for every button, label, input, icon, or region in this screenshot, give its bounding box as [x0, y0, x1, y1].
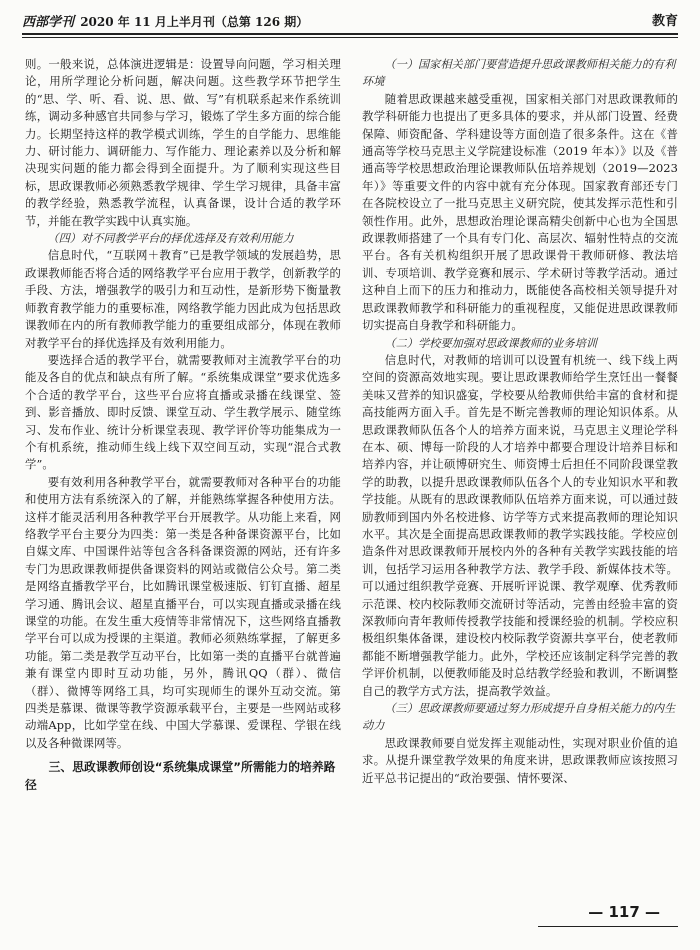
section-label: 教育	[651, 14, 678, 29]
left-paragraph: 则。一般来说，总体演进逻辑是：设置导向问题，学习相关理论，用所学理论分析问题，解决问题。这些教学环节把学生的“思、学、听、看、说、思、做、写”有机联系起来作系统训练，调动多种感官共同参与学习，锻炼了学生多方面的综合能力。长期坚持这样的教学模式训练，学生的自学能力、思维能力、研讨能力、调研能力、写作能力、理论素养以及分析和解决现实问题的能力都会得到全面提升。为了顺利实现这些目标，思政课教师必须熟悉教学规律、学生学习规律，具备丰富的教学经验，熟悉教学流程，认真备课，设计合适的教学环节，并能在教学实践中认真实施。	[25, 57, 341, 228]
right-paragraph: 信息时代，对教师的培训可以设置有机统一、线下线上两空间的资源高效地实现。要让思政课教师给学生烹饪出一餐餐美味又营养的知识盛宴，学校要从给教师供给丰富的食材和提高技能两方面入手。首先是不断完善教师的理论知识体系。从思政课教师队伍各个人的培养方面来说，马克思主义理论学科在本、硕、博每一阶段的人才培养中都要合理设计培养目标和培养内容，并让硕博研究生、师资博士后担任不同阶段课堂教学的助教，以提升思政课教师队伍各个人的专业知识水平和教学技能。从既有的思政课教师队伍培养方面来说，可以通过鼓励教师到国内外名校进修、访学等方式来提高教师的理论知识水平。其次是全面提高思政课教师的教学实践技能。学校应创造条件对思政课教师开展校内外的各种有关教学实践技能的培训，包括学习运用各种教学方法、教学手段、新媒体技术等。可以通过组织教学竞赛、开展听评说课、教学观摩、优秀教师示范课、校内校际教师交流研讨等活动，完善由经验丰富的资深教师向青年教师传授教学技能和授课经验的机制。学校应积极组织集体备课，建设校内校际教学资源共享平台，使老教师都能不断增强教学能力。此外，学校还应该制定科学完善的教学评价机制，以便教师能及时总结教学经验和教训，不断调整自己的教学方式方法，提高教学效益。	[362, 352, 678, 698]
issue-info: 2020 年 11 月上半月刊（总第 126 期）	[80, 15, 309, 29]
right-subheading: （二）学校要加强对思政课教师的业务培训	[384, 336, 597, 350]
journal-issue-line	[22, 11, 308, 30]
right-subheading: （一）国家相关部门要营造提升思政课教师相关能力的有利环境	[362, 58, 676, 89]
left-paragraph: 要有效利用各种教学平台，就需要教师对各种平台的功能和使用方法有系统深入的了解，并能熟练掌握各种使用方法。这样才能灵活利用各种教学平台开展教学。从功能上来看，网络教学平台主要分为四类：第一类是各种备课资源平台，比如自媒文库、中国课件站等包含各科备课资源的网站，还有许多专门为思政课教师提供备课资料的网站或微信公众号。第二类是网络直播教学平台，比如腾讯课堂极速版、钉钉直播、超星学习通、腾讯会议、超星直播平台，可以实现直播或录播在线课堂的功能。在发生重大疫情等非常情况下，这些网络直播教学平台可以成为授课的主渠道。教师必须熟练掌握，了解更多功能。第二类是教学互动平台，比如第一类的直播平台就普遍兼有课堂内即时互动功能，另外，腾讯QQ（群）、微信（群）、微博等网络工具，均可实现师生的课外互动交流。第四类是慕课、微课等教学资源承载平台，主要是一些网站或移动端App，比如学堂在线、中国大学慕课、爱课程、学银在线以及各种微课网等。	[25, 474, 341, 750]
right-subheading: （三）思政课教师要通过努力形成提升自身相关能力的内生动力	[362, 702, 676, 733]
left-paragraph: 信息时代，“互联网＋教育”已是教学领域的发展趋势，思政课教师能否将合适的网络教学平台应用于教学，创新教学的手段、方法，增强教学的吸引力和互动性，是新形势下衡量教师教育教学能力的重要标准，网络教学能力因此成为包括思政课教师在内的所有教师教学能力的重要组成部分，体现在教师对教学平台的择优选择及有效利用能力。	[25, 248, 341, 350]
right-column	[362, 56, 678, 787]
footer-rule	[538, 926, 678, 927]
header-rule	[22, 33, 678, 35]
journal-logo: 西部学刊	[22, 15, 75, 30]
right-paragraph: 思政课教师要自觉发挥主观能动性，实现对职业价值的追求。从提升课堂教学效果的角度来讲，思政课教师应该按照习近平总书记提出的“政治要强、情怀要深、	[362, 735, 678, 785]
right-paragraph: 随着思政课越来越受重视，国家相关部门对思政课教师的教学科研能力也提出了更多具体的要求，并从部门设置、经费保障、师资配备、学科建设等方面创造了很多条件。这在《普通高等学校马克思主义学院建设标准（2019 年本）》以及《普通高等学校思想政治理论课教师队伍培养规划（2019—2023 年）》等重要文件的内容中就有充分体现。国家教育部还专门在各院校设立了一批马克思主义研究院，使其发挥示范性和引领性作用。此外，思想政治理论课高精尖创新中心也为全国思政课教师搭建了一个具有专门化、高层次、辐射性特点的交流平台。各有关机构组织开展了思政课骨干教师研修、教法培训、专项培训、教学竞赛和展示、学术研讨等教学活动。通过这种自上而下的压力和推动力，既能使各高校相关领导提升对思政课教师教学和科研能力的重视程度，又能促进思政课教师切实提高自身教学和科研能力。	[362, 91, 678, 333]
left-column	[25, 56, 341, 794]
page-header	[22, 6, 678, 32]
page-number: — 117 —	[588, 903, 660, 921]
header-rule-thin	[22, 37, 678, 38]
left-section-heading: 三、思政课教师创设“系统集成课堂”所需能力的培养路径	[25, 760, 336, 793]
left-paragraph: 要选择合适的教学平台，就需要教师对主流教学平台的功能及各自的优点和缺点有所了解。“系统集成课堂”要求优选多个合适的教学平台，这些平台应将直播或录播在线课堂、签到、影音播放、即时反馈、课堂互动、学生教学展示、随堂练习、发布作业、统计分析课堂表现、教学评价等功能集成为一个有机系统，推动师生线上线下双空间互动，实现“混合式教学”。	[25, 352, 341, 472]
left-subheading: （四）对不同教学平台的择优选择及有效利用能力	[47, 232, 294, 246]
